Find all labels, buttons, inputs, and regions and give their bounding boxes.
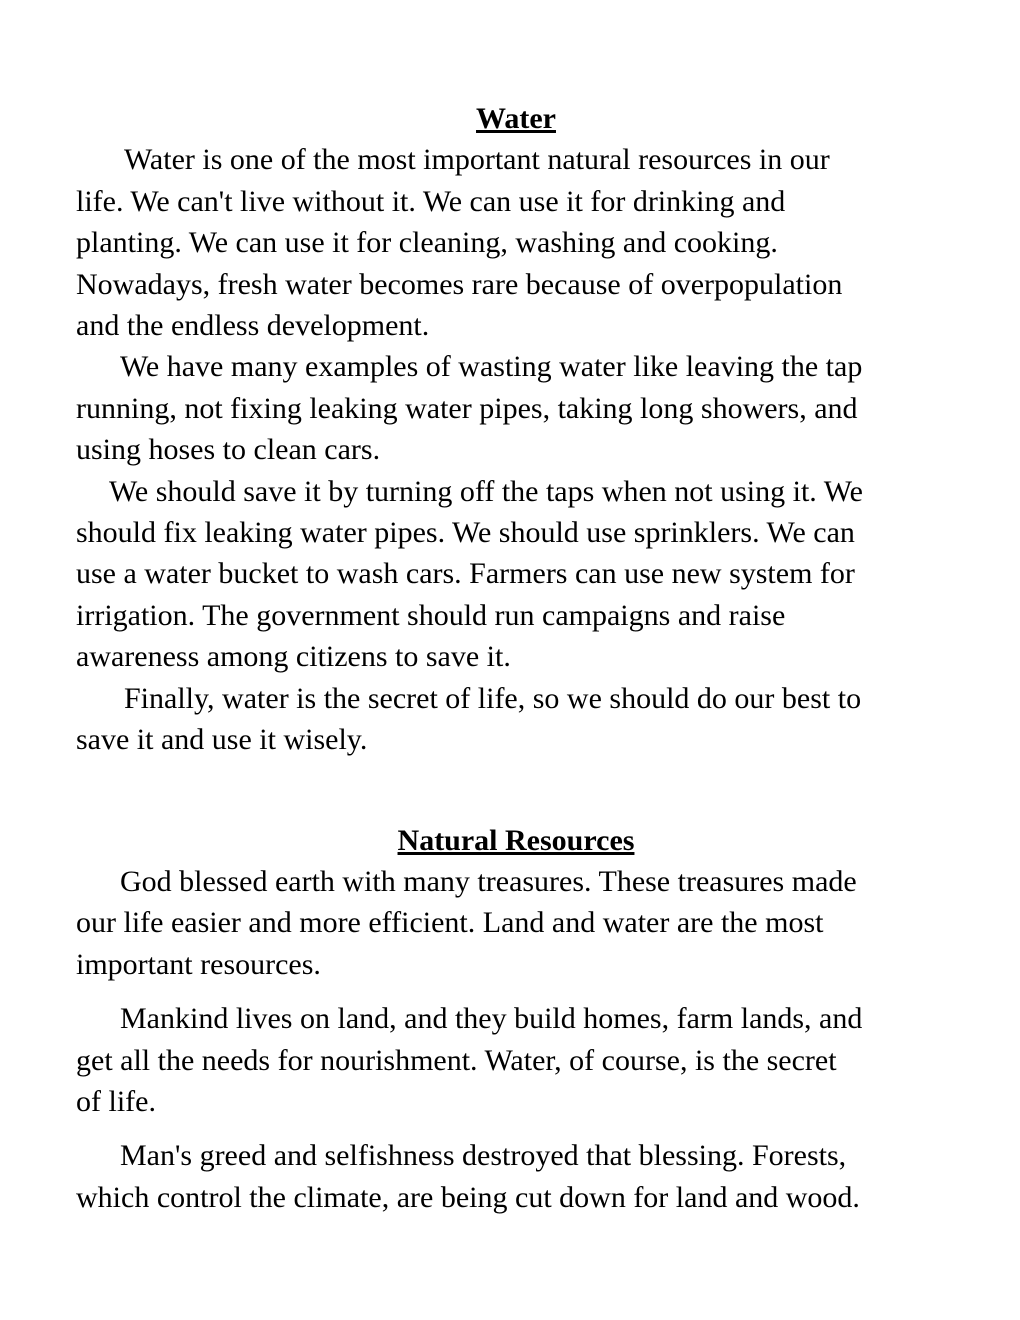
text-line: awareness among citizens to save it. [76, 640, 511, 674]
paragraph [76, 471, 956, 678]
text-line: running, not fixing leaking water pipes, taking long showers, and [76, 391, 858, 425]
section-title-water: Water [476, 102, 556, 135]
paragraph [76, 1135, 956, 1218]
text-line: Water is one of the most important natural resources in our [124, 143, 830, 177]
text-line: our life easier and more efficient. Land and water are the most [76, 906, 824, 940]
paragraph [76, 139, 956, 346]
text-line: using hoses to clean cars. [76, 433, 381, 467]
text-line: Finally, water is the secret of life, so we should do our best to [124, 681, 862, 715]
text-line: We should save it by turning off the taps when not using it. We [109, 474, 863, 508]
text-line: irrigation. The government should run campaigns and raise [76, 598, 786, 632]
text-line: of life. [76, 1084, 156, 1118]
text-line: should fix leaking water pipes. We should use sprinklers. We can [76, 516, 855, 550]
text-line: which control the climate, are being cut down for land and wood. [76, 1180, 860, 1214]
text-line: We have many examples of wasting water like leaving the tap [120, 350, 863, 384]
text-line: save it and use it wisely. [76, 723, 368, 757]
text-line: Mankind lives on land, and they build homes, farm lands, and [120, 1002, 863, 1036]
section-title-natural-resources: Natural Resources [397, 823, 635, 857]
text-line: planting. We can use it for cleaning, washing and cooking. [76, 226, 778, 260]
section-spacer [76, 761, 956, 820]
text-line: Nowadays, fresh water becomes rare because of overpopulation [76, 267, 843, 301]
paragraph [76, 861, 956, 985]
text-line: and the endless development. [76, 309, 430, 343]
paragraph [76, 346, 956, 470]
paragraph [76, 678, 956, 761]
paragraph-spacer [76, 1122, 956, 1135]
document-page [76, 98, 956, 1218]
text-line: life. We can't live without it. We can use it for drinking and [76, 184, 786, 218]
text-line: use a water bucket to wash cars. Farmers can use new system for [76, 557, 855, 591]
text-line: get all the needs for nourishment. Water, of course, is the secret [76, 1043, 837, 1077]
text-line: God blessed earth with many treasures. These treasures made [120, 864, 857, 898]
paragraph [76, 998, 956, 1122]
text-line: important resources. [76, 947, 321, 981]
paragraph-spacer [76, 985, 956, 998]
text-line: Man's greed and selfishness destroyed that blessing. Forests, [120, 1139, 847, 1173]
